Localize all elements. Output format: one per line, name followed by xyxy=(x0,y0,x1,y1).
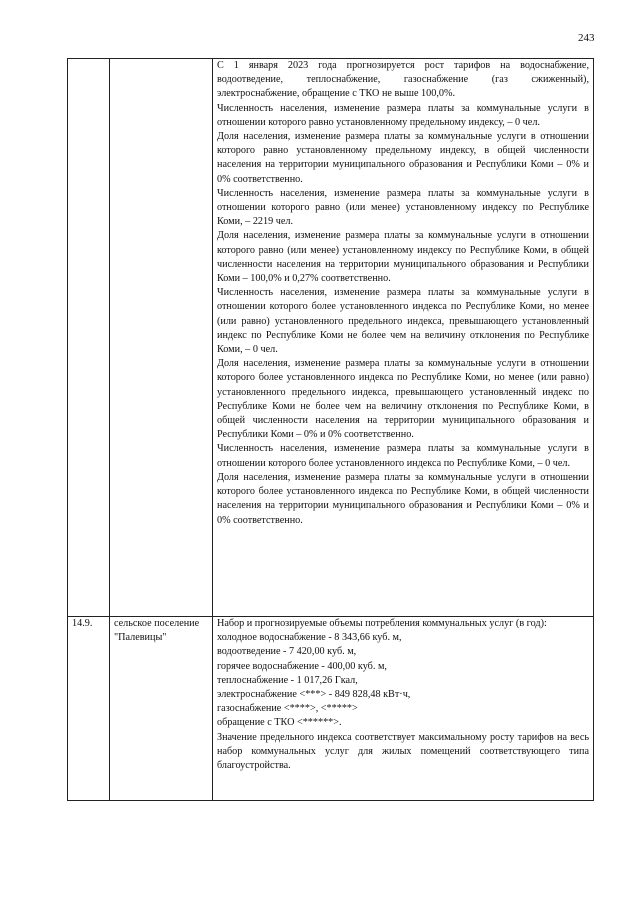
paragraph: Доля населения, изменение размера платы за коммунальные услуги в отношении которого равно (или менее) установленному индексу по Республике Коми, в общей численности населения на территории муниципального образования и Республики Коми – 100,0% и 0,27% соответственно. xyxy=(217,230,589,285)
description-cell xyxy=(213,59,594,617)
description-cell xyxy=(213,617,594,801)
paragraph: Численность населения, изменение размера платы за коммунальные услуги в отношении которого равно (или менее) установленному индексу по Республике Коми, – 2219 чел. xyxy=(217,187,589,228)
paragraph: Доля населения, изменение размера платы за коммунальные услуги в отношении которого более установленного индекса по Республике Коми, в общей численности населения на территории муниципального образования и Республики Коми – 0% и 0% соответственно. xyxy=(217,471,589,526)
consumption-item: теплоснабжение - 1 017,26 Гкал, xyxy=(217,674,358,686)
page-number: 243 xyxy=(578,32,595,44)
consumption-item: водоотведение - 7 420,00 куб. м, xyxy=(217,646,357,658)
tariff-table xyxy=(67,58,594,801)
paragraph: Доля населения, изменение размера платы за коммунальные услуги в отношении которого более установленного индекса по Республике Коми, но менее (или равно) установленного предельного индекса, превышающего установленный индекс по Республике Коми не более чем на величину отклонения по Республике Коми, в общей численности населения на территории муниципального образования и Республики Коми – 0% и 0% соответственно. xyxy=(217,358,589,441)
table-row xyxy=(68,59,594,617)
table-row xyxy=(68,617,594,801)
index-conclusion: Значение предельного индекса соответствует максимальному росту тарифов на весь набор коммунальных услуг для жилых помещений соответствующего типа благоустройства. xyxy=(217,731,589,772)
settlement-cell xyxy=(110,59,213,617)
row-number-cell xyxy=(68,59,110,617)
consumption-item: холодное водоснабжение - 8 343,66 куб. м, xyxy=(217,632,402,644)
settlement-cell: сельское поселение "Палевицы" xyxy=(110,617,213,801)
paragraph: Численность населения, изменение размера платы за коммунальные услуги в отношении которого более установленного индекса по Республике Коми, – 0 чел. xyxy=(217,443,589,469)
paragraph: Численность населения, изменение размера платы за коммунальные услуги в отношении которого равно установленному предельному индексу, – 0 чел. xyxy=(217,102,589,128)
consumption-item: горячее водоснабжение - 400,00 куб. м, xyxy=(217,660,387,672)
paragraph: С 1 января 2023 года прогнозируется рост тарифов на водоснабжение, водоотведение, теплоснабжение, газоснабжение (газ сжиженный), электроснабжение, обращение с ТКО не выше 100,0%. xyxy=(217,60,589,100)
row-number-cell: 14.9. xyxy=(68,617,110,801)
paragraph: Доля населения, изменение размера платы за коммунальные услуги в отношении которого равно установленному предельному индексу, в общей численности населения на территории муниципального образования и Республики Коми – 0% и 0% соответственно. xyxy=(217,131,589,185)
consumption-item: электроснабжение <***> - 849 828,48 кВт·ч, xyxy=(217,689,411,701)
consumption-intro: Набор и прогнозируемые объемы потребления коммунальных услуг (в год): xyxy=(217,618,547,629)
consumption-item: газоснабжение <****>, <*****> xyxy=(217,703,358,715)
paragraph: Численность населения, изменение размера платы за коммунальные услуги в отношении которого более установленного индекса по Республике Коми, но менее (или равно) установленного предельного индекса, превышающего установленный индекс по Республике Коми не более чем на величину отклонения по Республике Коми, – 0 чел. xyxy=(217,287,589,356)
consumption-item: обращение с ТКО <******>. xyxy=(217,717,342,729)
